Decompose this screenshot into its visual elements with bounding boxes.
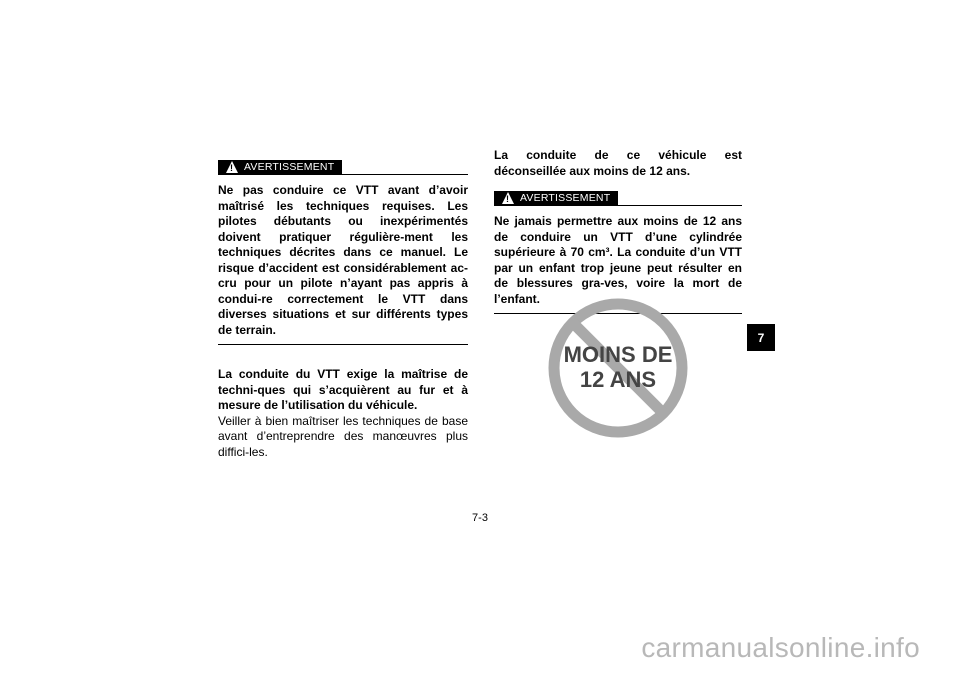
section-text: Veiller à bien maîtriser les techniques de base avant d’entreprendre des manœuvres plus diffici-les. <box>218 413 468 459</box>
warning-header-right <box>494 191 742 208</box>
chapter-tab: 7 <box>747 324 775 351</box>
left-column <box>218 160 468 460</box>
sign-line-1: MOINS DE <box>563 342 673 367</box>
right-column <box>494 148 742 314</box>
warning-badge-right <box>494 191 618 206</box>
warning-text-left: Ne pas conduire ce VTT avant d’avoir maîtrisé les techniques requises. Les pilotes débutants ou inexpérimentés doivent pratiquer régulière-ment les techniques décrites dans ce manuel. Le risque d’accident est considérablement ac-cru pour un pilote n’ayant pas appris à condui-re correctement le VTT dans diverses situations et sur différents types de terrain. <box>218 183 468 337</box>
warning-triangle-icon: ! <box>502 192 514 204</box>
sign-line-2: 12 ANS <box>579 367 657 392</box>
watermark: carmanualsonline.info <box>641 632 920 663</box>
intro-text: La conduite de ce véhicule est déconseillée aux moins de 12 ans. <box>494 148 742 178</box>
warning-label-right: AVERTISSEMENT <box>520 192 611 204</box>
warning-triangle-icon: ! <box>226 161 238 173</box>
warning-label-left: AVERTISSEMENT <box>244 161 335 173</box>
warning-header-left <box>218 160 468 177</box>
warning-text-right: Ne jamais permettre aux moins de 12 ans de conduire un VTT d’une cylindrée supérieure à 70 cm³. La conduite d’un VTT par un enfant trop jeune peut résulter en de blessures gra-ves, voire la mort de l’enfant. <box>494 214 742 306</box>
section-heading: La conduite du VTT exige la maîtrise de techni-ques qui s’acquièrent au fur et à mesure de l’utilisation du véhicule. <box>218 367 468 412</box>
page-number: 7-3 <box>472 512 488 524</box>
no-under-12-sign <box>548 298 688 438</box>
warning-badge-left <box>218 160 342 175</box>
